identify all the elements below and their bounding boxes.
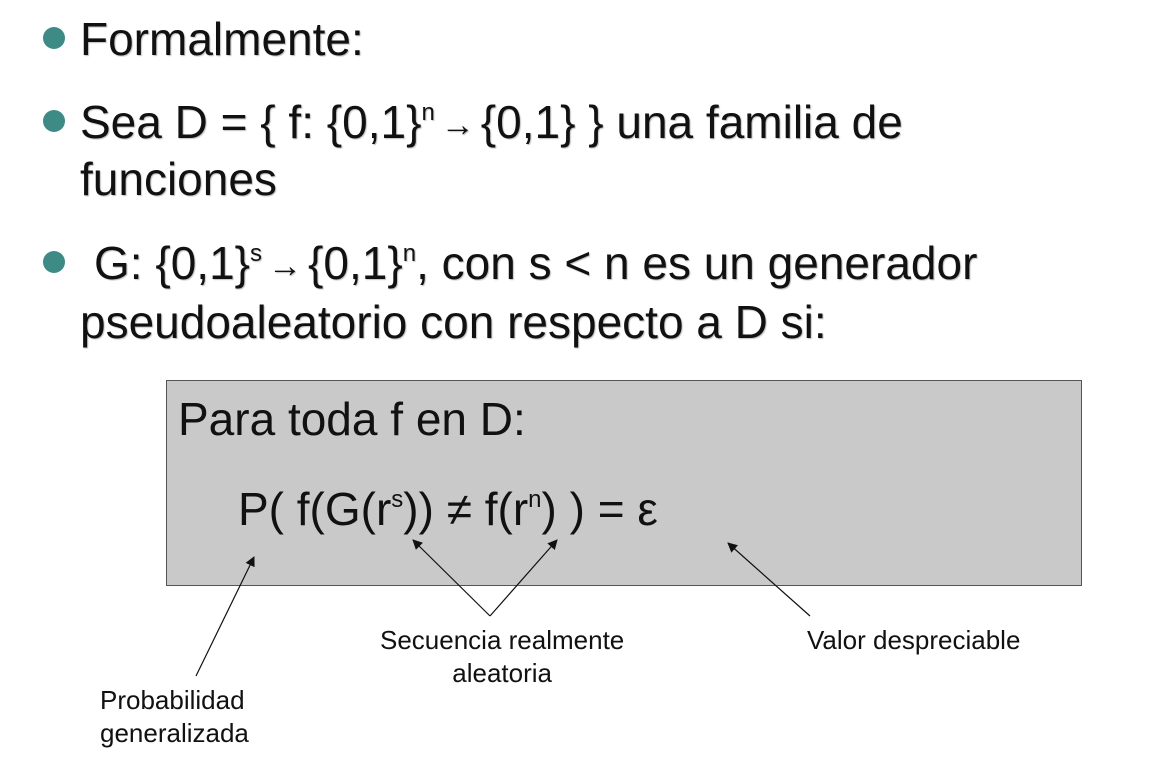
- caption-random-sequence-line2: aleatoria: [452, 658, 552, 689]
- bullet-text-sea-d-line1: [80, 96, 903, 148]
- bullet-text-generator-line1: [94, 237, 978, 289]
- caption-probability-line1: Probabilidad: [100, 685, 245, 715]
- sea-d-superscript-n: n: [421, 99, 435, 126]
- generator-part3: , con s < n es un generador: [416, 237, 978, 289]
- caption-negligible: [807, 624, 1020, 657]
- formalmente-label: Formalmente:: [80, 13, 364, 65]
- generator-part1: G: {0,1}: [94, 237, 251, 289]
- caption-probability-line2: generalizada: [100, 718, 249, 749]
- caption-probability: [100, 684, 249, 751]
- formula-superscript-s: s: [391, 486, 404, 513]
- formula-superscript-n: n: [528, 486, 542, 513]
- right-arrow-icon: →: [268, 247, 303, 285]
- caption-negligible-line1: Valor despreciable: [807, 625, 1021, 655]
- generator-superscript-n: n: [402, 240, 417, 267]
- probability-formula: [238, 483, 658, 535]
- pseudoaleatorio-label: pseudoaleatorio con respecto a D si:: [80, 296, 827, 348]
- bullet-text-sea-d-line2: [80, 153, 277, 205]
- bullet-text-formalmente: [80, 13, 364, 65]
- generator-part2: {0,1}: [308, 237, 403, 289]
- caption-random-sequence-line1: Secuencia realmente: [380, 625, 625, 655]
- sea-d-part2: {0,1} } una familia de: [480, 96, 903, 148]
- caption-random-sequence: [380, 624, 624, 691]
- funciones-label: funciones: [80, 153, 277, 205]
- sea-d-part1: Sea D = { f: {0,1}: [80, 96, 422, 148]
- right-arrow-icon: →: [440, 106, 475, 144]
- bullet-dot-1: [43, 27, 65, 49]
- generator-superscript-s: s: [250, 240, 263, 267]
- bullet-dot-3: [43, 251, 65, 273]
- definition-title: Para toda f en D:: [178, 393, 526, 445]
- formula-part3: ) ) = ε: [541, 483, 658, 535]
- formula-part1: P( f(G(r: [238, 483, 392, 535]
- bullet-text-generator-line2: [80, 296, 827, 348]
- formula-part2: )) ≠ f(r: [403, 483, 529, 535]
- bullet-dot-2: [43, 110, 65, 132]
